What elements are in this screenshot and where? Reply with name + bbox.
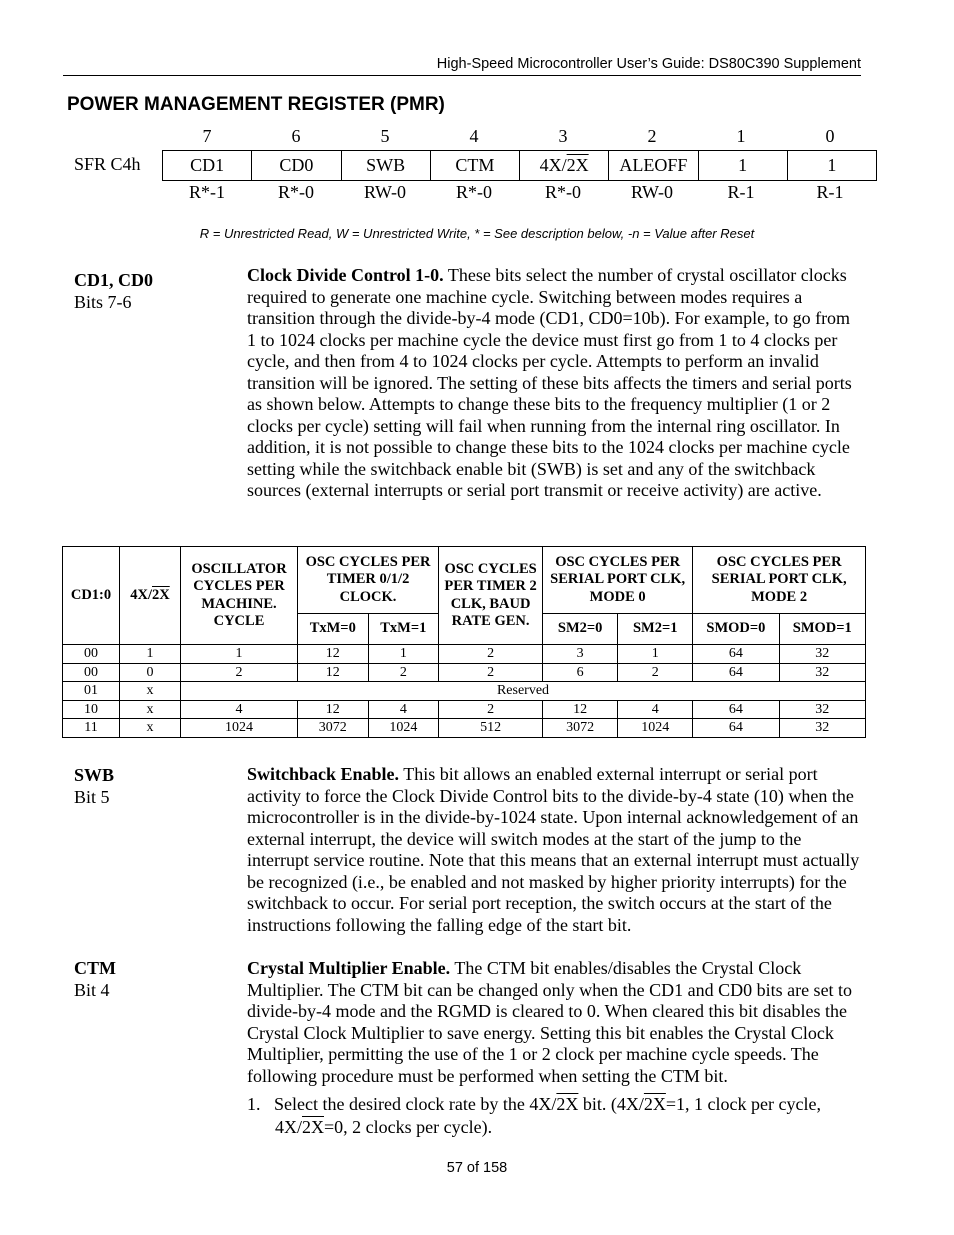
table-cell: 32 (779, 719, 865, 738)
field-heading-cd: Clock Divide Control 1-0. (247, 265, 444, 285)
list-item-continuation (247, 1116, 867, 1139)
list-text: 4X/ (275, 1117, 302, 1137)
list-item (247, 1093, 867, 1116)
field-bits-ctm: Bit 4 (74, 980, 110, 1000)
field-bits-cd: Bits 7-6 (74, 292, 132, 312)
bit-access: R*-0 (278, 182, 314, 202)
table-cell: 32 (779, 645, 865, 664)
table-cell: x (120, 719, 181, 738)
table-cell: 4 (368, 700, 439, 719)
table-cell: 4 (618, 700, 693, 719)
table-cell: 12 (298, 700, 369, 719)
table-cell: 10 (63, 700, 120, 719)
bit-reserved-0: 1 (787, 151, 876, 180)
table-cell: 1 (120, 645, 181, 664)
bit-number: 4 (469, 126, 479, 146)
field-name-ctm: CTM (74, 958, 116, 978)
field-text-cd: These bits select the number of crystal oscillator clocks required to generate one machine cycle. Switching between modes requires a transition through the divide-by-4 mode (CD1, CD0=10b). For example, to go from 1 to 1024 clocks per machine cycle the device must first go from 1 to 4 clocks per cycle, and then from 4 to 1024 clocks per cycle. Attempts to perform an invalid transition will be ignored. The setting of these bits affects the timers and serial ports as shown below. Attempts to change these bits to the frequency multiplier (1 or 2 clocks per cycle) setting will fail when running from the internal ring oscillator. In addition, it is not possible to change these bits to the 1024 clocks per machine cycle setting while the switchback enable bit (SWB) is set and any of the switchback sources (external interrupts or serial port transmit or receive activity) are active. (247, 265, 852, 500)
register-bit-layout (162, 150, 877, 181)
bit-access: R*-0 (456, 182, 492, 202)
list-text: =1, 1 clock per cycle, (665, 1094, 821, 1114)
table-cell: 64 (693, 663, 779, 682)
table-cell: 2 (181, 663, 298, 682)
table-cell: 64 (693, 719, 779, 738)
table-cell: x (120, 682, 181, 701)
bit-aleoff: ALEOFF (608, 151, 697, 180)
bit-access: RW-0 (630, 182, 673, 202)
table-cell: 64 (693, 700, 779, 719)
table-row (63, 719, 866, 738)
field-description-swb (247, 764, 862, 936)
table-cell: 1 (181, 645, 298, 664)
table-cell: 12 (543, 700, 618, 719)
col-header-cd: CD1:0 (63, 547, 120, 645)
table-cell: 6 (543, 663, 618, 682)
col-header-4x2x (120, 547, 181, 645)
list-text: bit. (4X/ (578, 1094, 644, 1114)
bit-4x2x (519, 151, 608, 180)
bit-number: 3 (558, 126, 568, 146)
bit-access: R-1 (727, 182, 755, 202)
bit-access: R-1 (816, 182, 844, 202)
list-number: 1. (247, 1094, 261, 1114)
col-header-sp0: OSC CYCLES PER SERIAL PORT CLK, MODE 0 (543, 547, 693, 614)
bit-cd1: CD1 (190, 155, 225, 175)
col-header-osc: OSCILLATOR CYCLES PER MACHINE. CYCLE (181, 547, 298, 645)
overline-2x: 2X (556, 1094, 579, 1114)
bit-number: 2 (647, 126, 657, 146)
table-cell: 2 (618, 663, 693, 682)
field-heading-ctm: Crystal Multiplier Enable. (247, 958, 451, 978)
clock-divide-table (62, 546, 866, 738)
field-bits-swb: Bit 5 (74, 787, 110, 807)
field-name-swb: SWB (74, 765, 115, 785)
table-cell: 2 (368, 663, 439, 682)
table-cell: 64 (693, 645, 779, 664)
field-heading-swb: Switchback Enable. (247, 764, 400, 784)
sub-header: SMOD=0 (693, 614, 779, 645)
col-header-timer2: OSC CYCLES PER TIMER 2 CLK, BAUD RATE GEN. (439, 547, 543, 645)
header-rule (63, 75, 861, 76)
field-description-ctm (247, 958, 862, 1087)
field-description-cd (247, 265, 862, 502)
col-header-4x: 4X/ (130, 586, 152, 603)
list-text: Select the desired clock rate by the 4X/ (274, 1094, 557, 1114)
table-cell: 00 (63, 663, 120, 682)
table-cell: 12 (298, 663, 369, 682)
table-cell: 1024 (618, 719, 693, 738)
bit-cd0: CD0 (251, 151, 340, 180)
table-cell: x (120, 700, 181, 719)
bit-4x-label: 4X/ (539, 155, 567, 175)
table-cell: 2 (439, 645, 543, 664)
bit-reserved-1: 1 (698, 151, 787, 180)
bit-number: 0 (825, 126, 835, 146)
page-number: 57 of 158 (446, 1160, 508, 1176)
list-text: =0, 2 clocks per cycle). (324, 1117, 493, 1137)
col-header-timer: OSC CYCLES PER TIMER 0/1/2 CLOCK. (298, 547, 439, 614)
table-row (63, 682, 866, 701)
overline-2x: 2X (302, 1117, 324, 1137)
table-cell: 12 (298, 645, 369, 664)
bit-2x-overline: 2X (566, 155, 589, 175)
bit-number: 1 (736, 126, 746, 146)
field-name-cd: CD1, CD0 (74, 270, 153, 290)
table-cell: 1024 (368, 719, 439, 738)
table-cell: 11 (63, 719, 120, 738)
bit-access: R*-0 (545, 182, 581, 202)
table-cell: 32 (779, 663, 865, 682)
table-cell: 01 (63, 682, 120, 701)
running-header: High-Speed Microcontroller User’s Guide: DS80C390 Supplement (436, 56, 861, 72)
table-cell: 00 (63, 645, 120, 664)
table-cell: 3 (543, 645, 618, 664)
table-row (63, 700, 866, 719)
bit-number: 7 (202, 126, 212, 146)
bit-swb: SWB (341, 151, 430, 180)
bit-ctm: CTM (430, 151, 519, 180)
bit-access: RW-0 (363, 182, 406, 202)
col-header-2x: 2X (152, 586, 170, 603)
reserved-cell: Reserved (181, 682, 866, 701)
table-cell: 1 (368, 645, 439, 664)
sfr-address: SFR C4h (74, 154, 141, 174)
sub-header: SMOD=1 (779, 614, 865, 645)
table-cell: 4 (181, 700, 298, 719)
sub-header: TxM=0 (298, 614, 369, 645)
table-row (63, 645, 866, 664)
field-text-ctm: The CTM bit enables/disables the Crystal Clock Multiplier. The CTM bit can be changed only when the CD1 and CD0 bits are set to divide-by-4 mode and the RGMD is cleared to 0. When cleared this bit disables the Crystal Clock Multiplier to save energy. Setting this bit enables the Crystal Clock Multiplier, permitting the use of the 1 or 2 clock per machine cycle speeds. The following procedure must be performed when setting the CTM bit. (247, 958, 853, 1086)
col-header-sp2: OSC CYCLES PER SERIAL PORT CLK, MODE 2 (693, 547, 866, 614)
section-title: POWER MANAGEMENT REGISTER (PMR) (67, 94, 445, 115)
table-cell: 2 (439, 700, 543, 719)
table-cell: 1 (618, 645, 693, 664)
sub-header: SM2=0 (543, 614, 618, 645)
sub-header: TxM=1 (368, 614, 439, 645)
bit-number: 5 (380, 126, 390, 146)
table-row (63, 663, 866, 682)
access-legend: R = Unrestricted Read, W = Unrestricted Write, * = See description below, -n = Value after Reset (199, 226, 755, 241)
table-cell: 0 (120, 663, 181, 682)
table-cell: 1024 (181, 719, 298, 738)
procedure-list (247, 1093, 867, 1139)
bit-access: R*-1 (189, 182, 225, 202)
table-cell: 2 (439, 663, 543, 682)
table-cell: 3072 (298, 719, 369, 738)
table-cell: 3072 (543, 719, 618, 738)
overline-2x: 2X (643, 1094, 666, 1114)
table-cell: 512 (439, 719, 543, 738)
table-cell: 32 (779, 700, 865, 719)
bit-number: 6 (291, 126, 301, 146)
field-text-swb: This bit allows an enabled external interrupt or serial port activity to force the Clock Divide Control bits to the divide-by-4 state (10) when the microcontroller is in the divide-by-1024 state. Upon internal acknowledgement of an external interrupt, the device will switch modes at the start of the jump to the interrupt service routine. Note that this means that an external interrupt must actually be recognized (i.e., be enabled and not masked by higher priority interrupts) for the switchback to occur. For serial port reception, the switch occurs at the start of the instructions following the falling edge of the start bit. (247, 764, 860, 935)
sub-header: SM2=1 (618, 614, 693, 645)
